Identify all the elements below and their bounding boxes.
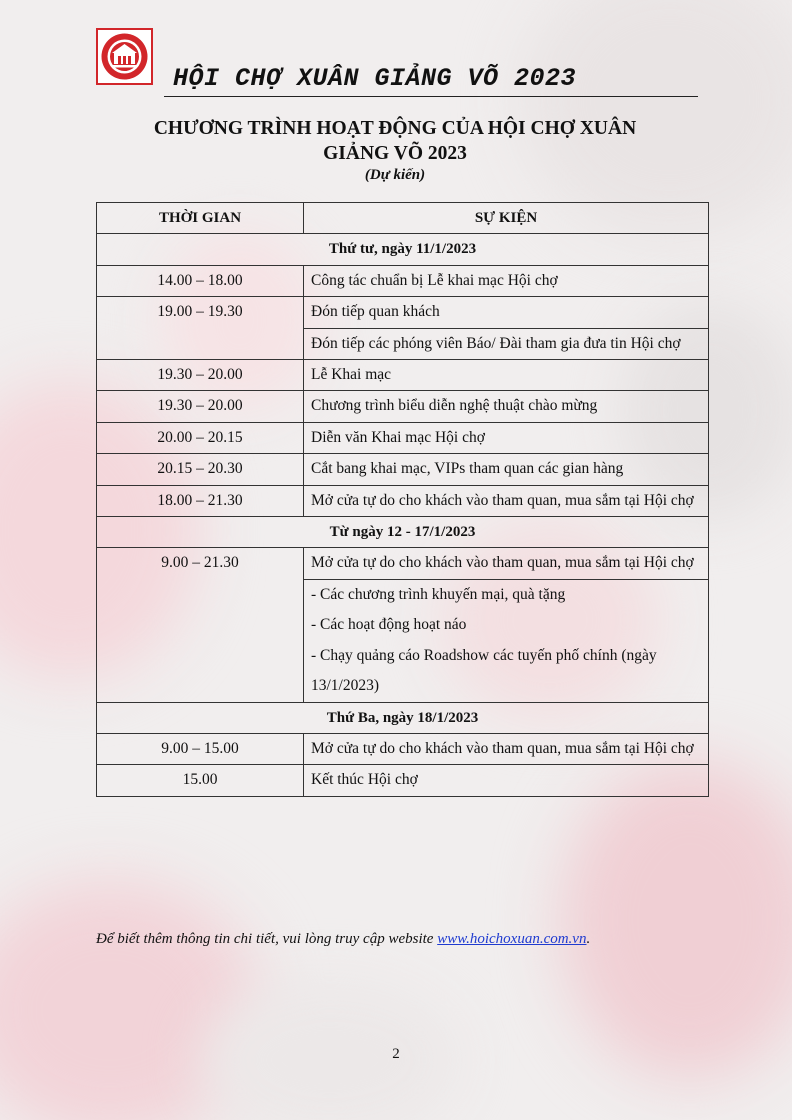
page-number: 2 — [392, 1046, 400, 1062]
table-row — [97, 297, 709, 328]
event-column-header: SỰ KIỆN — [304, 203, 709, 234]
event-cell — [304, 579, 709, 702]
document-title — [130, 116, 660, 166]
event-cell: Cắt bang khai mạc, VIPs tham quan các gian hàng — [304, 454, 709, 485]
note-text: Để biết thêm thông tin chi tiết, vui lòng truy cập website — [96, 931, 438, 947]
table-row — [97, 360, 709, 391]
website-link[interactable]: www.hoichoxuan.com.vn — [437, 931, 587, 947]
table-row — [97, 454, 709, 485]
time-cell: 9.00 – 21.30 — [97, 548, 304, 702]
table-row — [97, 422, 709, 453]
table-row — [97, 485, 709, 516]
time-cell: 15.00 — [97, 765, 304, 796]
info-note — [96, 931, 590, 948]
section-title: Thứ tư, ngày 11/1/2023 — [97, 234, 709, 265]
event-cell: Chương trình biểu diễn nghệ thuật chào mừng — [304, 391, 709, 422]
section-row — [97, 234, 709, 265]
event-cell: Mở cửa tự do cho khách vào tham quan, mua sắm tại Hội chợ — [304, 485, 709, 516]
event-cell: Diễn văn Khai mạc Hội chợ — [304, 422, 709, 453]
time-cell: 19.30 – 20.00 — [97, 391, 304, 422]
header-title: HỘI CHỢ XUÂN GIẢNG VÕ 2023 — [173, 64, 577, 93]
time-cell: 14.00 – 18.00 — [97, 265, 304, 296]
event-cell: Đón tiếp các phóng viên Báo/ Đài tham gia đưa tin Hội chợ — [304, 328, 709, 359]
document-subtitle: (Dự kiến) — [364, 167, 426, 183]
note-end: . — [586, 931, 591, 947]
table-row — [97, 765, 709, 796]
event-cell: Lễ Khai mạc — [304, 360, 709, 391]
event-cell: Mở cửa tự do cho khách vào tham quan, mua sắm tại Hội chợ — [304, 548, 709, 579]
section-row — [97, 702, 709, 733]
logo — [96, 28, 153, 85]
header-divider — [164, 96, 698, 97]
section-title: Thứ Ba, ngày 18/1/2023 — [97, 702, 709, 733]
section-title: Từ ngày 12 - 17/1/2023 — [97, 517, 709, 548]
table-row — [97, 391, 709, 422]
time-cell: 20.00 – 20.15 — [97, 422, 304, 453]
list-item: - Chạy quảng cáo Roadshow các tuyến phố chính (ngày 13/1/2023) — [311, 646, 657, 695]
document-title-line1: CHƯƠNG TRÌNH HOẠT ĐỘNG CỦA HỘI CHỢ XUÂN — [153, 118, 637, 139]
time-cell: 18.00 – 21.30 — [97, 485, 304, 516]
event-cell: Mở cửa tự do cho khách vào tham quan, mua sắm tại Hội chợ — [304, 733, 709, 764]
time-cell: 19.30 – 20.00 — [97, 360, 304, 391]
document-title-line2: GIẢNG VÕ 2023 — [323, 143, 467, 164]
time-column-header: THỜI GIAN — [97, 203, 304, 234]
table-row — [97, 548, 709, 579]
list-item: - Các hoạt động hoạt náo — [311, 616, 467, 634]
time-cell: 19.00 – 19.30 — [97, 297, 304, 360]
time-cell: 20.15 – 20.30 — [97, 454, 304, 485]
event-cell: Kết thúc Hội chợ — [304, 765, 709, 796]
section-row — [97, 517, 709, 548]
table-header-row — [97, 203, 709, 234]
list-item: - Các chương trình khuyến mại, quà tặng — [311, 585, 566, 603]
table-row — [97, 733, 709, 764]
time-cell: 9.00 – 15.00 — [97, 733, 304, 764]
schedule-table — [96, 202, 709, 797]
event-cell: Công tác chuẩn bị Lễ khai mạc Hội chợ — [304, 265, 709, 296]
event-cell: Đón tiếp quan khách — [304, 297, 709, 328]
table-row — [97, 265, 709, 296]
